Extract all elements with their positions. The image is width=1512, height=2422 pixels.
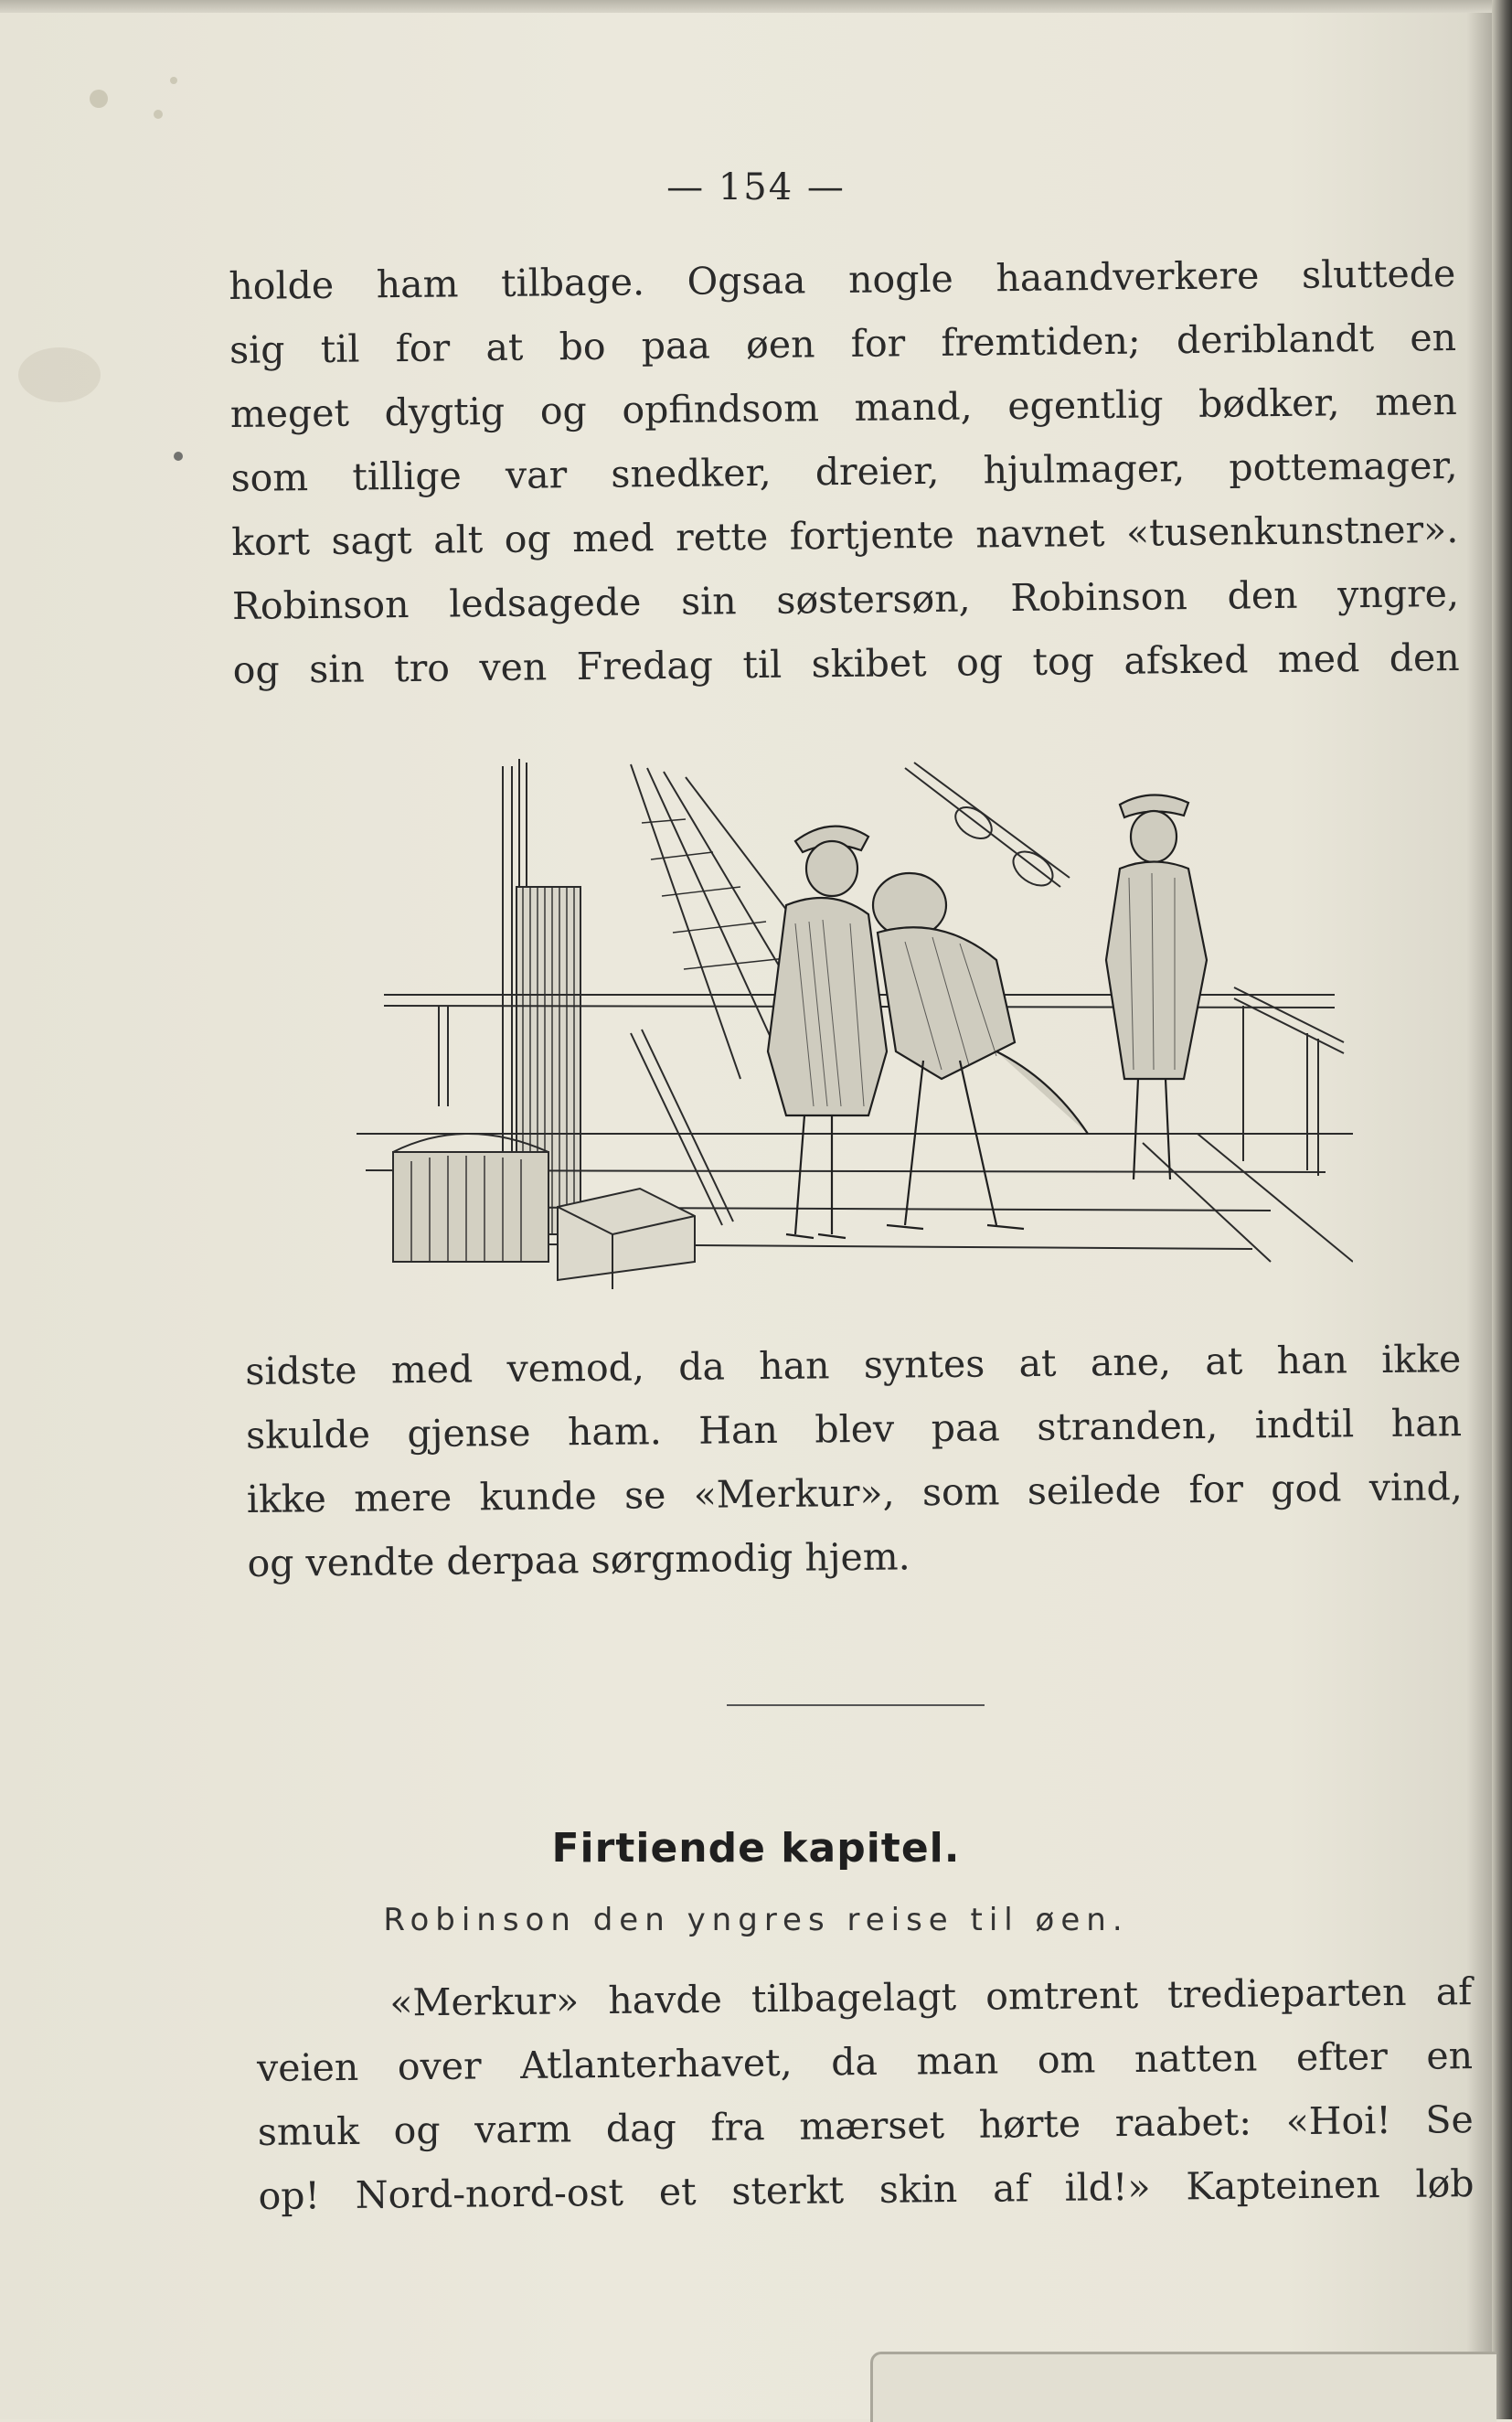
text-line: kort sagt alt og med rette fortjente navnet «tusenkunstner». — [231, 507, 1459, 564]
text-line: holde ham tilbage. Ogsaa nogle haandverkere sluttede — [229, 251, 1456, 308]
page-top-edge — [0, 0, 1512, 13]
chapter-subtitle: Robinson den yngres reise til øen. — [383, 1902, 1129, 1938]
text-line: og vendte derpaa sørgmodig hjem. — [247, 1534, 910, 1585]
paper-stain — [18, 347, 101, 402]
page-binding-edge — [1492, 0, 1512, 2419]
text-line: sig til for at bo paa øen for fremtiden; deriblandt en — [229, 315, 1457, 372]
page-number: — 154 — — [666, 166, 846, 208]
text-line: veien over Atlanterhavet, da man om natten efter en — [256, 2033, 1474, 2090]
section-divider — [727, 1704, 985, 1706]
text-line: Robinson ledsagede sin søstersøn, Robinson den yngre, — [231, 571, 1460, 628]
text-line: «Merkur» havde tilbagelagt omtrent tredieparten af — [389, 1969, 1473, 2025]
paper-stain — [154, 110, 163, 119]
text-line: sidste med vemod, da han syntes at ane, at han ikke — [245, 1337, 1462, 1393]
page-bottom-tab — [870, 2352, 1496, 2422]
text-line: smuk og varm dag fra mærset hørte raabet: «Hoi! Se — [257, 2097, 1475, 2154]
paper-stain — [90, 90, 108, 108]
illustration-farewell-on-ship — [357, 750, 1353, 1298]
paragraph-after-illustration — [245, 1327, 1464, 1595]
text-line: op! Nord-nord-ost et sterkt skin af ild!» Kapteinen løb — [258, 2161, 1475, 2218]
paper-stain — [174, 452, 183, 461]
paper-stain — [170, 77, 177, 84]
text-line: ikke mere kunde se «Merkur», som seilede for god vind, — [246, 1465, 1464, 1521]
paragraph-before-illustration — [229, 241, 1460, 702]
chapter-title: Firtiende kapitel. — [551, 1825, 961, 1872]
text-line: som tillige var snedker, dreier, hjulmager, pottemager, — [230, 443, 1458, 500]
chapter-paragraph — [256, 1959, 1475, 2228]
text-line: og sin tro ven Fredag til skibet og tog afsked med den — [232, 635, 1460, 692]
text-line: meget dygtig og opfindsom mand, egentlig bødker, men — [229, 379, 1458, 436]
text-line: skulde gjense ham. Han blev paa stranden, indtil han — [245, 1401, 1463, 1457]
